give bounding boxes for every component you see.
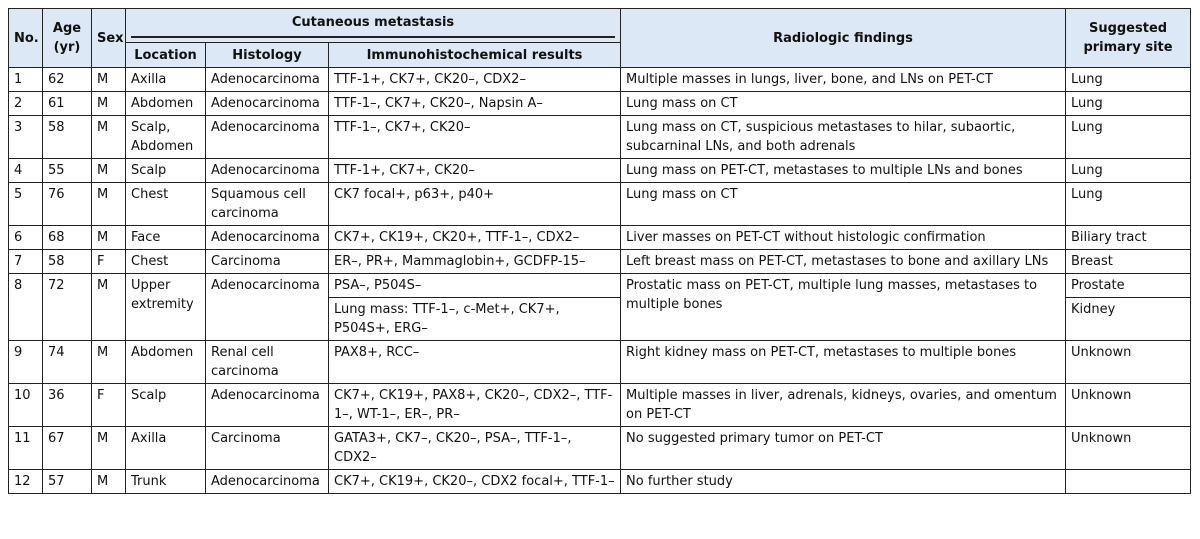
- table-row: [9, 341, 1191, 384]
- cell-primary: Unknown: [1066, 427, 1191, 470]
- cell-histology: Carcinoma: [206, 250, 329, 274]
- table-row: [9, 159, 1191, 183]
- cell-age: 36: [43, 384, 92, 427]
- cell-location: Scalp, Abdomen: [126, 116, 206, 159]
- cell-location: Face: [126, 226, 206, 250]
- cell-histology: Squamous cell carcinoma: [206, 183, 329, 226]
- table-row: [9, 68, 1191, 92]
- header-age: Age (yr): [43, 9, 92, 68]
- cell-histology: Adenocarcinoma: [206, 92, 329, 116]
- cell-ihc-sub: Lung mass: TTF-1–, c-Met+, CK7+, P504S+, ERG–: [329, 298, 621, 341]
- header-sex: Sex: [92, 9, 126, 68]
- cell-radiologic: Multiple masses in liver, adrenals, kidneys, ovaries, and omentum on PET-CT: [621, 384, 1066, 427]
- header-no: No.: [9, 9, 43, 68]
- cell-radiologic: Left breast mass on PET-CT, metastases to bone and axillary LNs: [621, 250, 1066, 274]
- cell-sex: M: [92, 159, 126, 183]
- header-primary: Suggested primary site: [1066, 9, 1191, 68]
- cell-location: Abdomen: [126, 341, 206, 384]
- cell-no: 8: [9, 274, 43, 341]
- cell-primary: Lung: [1066, 68, 1191, 92]
- cell-histology: Adenocarcinoma: [206, 274, 329, 341]
- cell-no: 7: [9, 250, 43, 274]
- cell-histology: Adenocarcinoma: [206, 159, 329, 183]
- cell-no: 10: [9, 384, 43, 427]
- cell-primary-sub: Kidney: [1066, 298, 1191, 341]
- cell-histology: Adenocarcinoma: [206, 470, 329, 494]
- table-row: [9, 183, 1191, 226]
- cell-primary: Biliary tract: [1066, 226, 1191, 250]
- cell-location: Chest: [126, 183, 206, 226]
- cell-ihc: TTF-1+, CK7+, CK20–, CDX2–: [329, 68, 621, 92]
- cell-no: 4: [9, 159, 43, 183]
- cell-histology: Adenocarcinoma: [206, 116, 329, 159]
- header-histology: Histology: [206, 43, 329, 68]
- cell-location: Axilla: [126, 427, 206, 470]
- cell-sex: M: [92, 116, 126, 159]
- cell-sex: M: [92, 92, 126, 116]
- cell-ihc: CK7+, CK19+, CK20+, TTF-1–, CDX2–: [329, 226, 621, 250]
- cell-age: 68: [43, 226, 92, 250]
- group-underline: [131, 36, 615, 38]
- cell-histology: Adenocarcinoma: [206, 226, 329, 250]
- cell-radiologic: Liver masses on PET-CT without histologic confirmation: [621, 226, 1066, 250]
- header-radiologic: Radiologic findings: [621, 9, 1066, 68]
- cell-location: Chest: [126, 250, 206, 274]
- cell-histology: Adenocarcinoma: [206, 68, 329, 92]
- cell-location: Upper extremity: [126, 274, 206, 341]
- cell-sex: M: [92, 427, 126, 470]
- cell-sex: M: [92, 226, 126, 250]
- cell-primary: Lung: [1066, 183, 1191, 226]
- cell-radiologic: Lung mass on CT, suspicious metastases to hilar, subaortic, subcarninal LNs, and both adrenals: [621, 116, 1066, 159]
- table-row: [9, 427, 1191, 470]
- cell-radiologic: Multiple masses in lungs, liver, bone, and LNs on PET-CT: [621, 68, 1066, 92]
- cell-sex: F: [92, 250, 126, 274]
- cell-radiologic: No further study: [621, 470, 1066, 494]
- cell-sex: F: [92, 384, 126, 427]
- cell-ihc: TTF-1–, CK7+, CK20–: [329, 116, 621, 159]
- cell-primary: Lung: [1066, 159, 1191, 183]
- cell-location: Trunk: [126, 470, 206, 494]
- cell-ihc: GATA3+, CK7–, CK20–, PSA–, TTF-1–, CDX2–: [329, 427, 621, 470]
- cell-ihc: PAX8+, RCC–: [329, 341, 621, 384]
- table-header: [9, 9, 1191, 68]
- table-row: [9, 274, 1191, 298]
- table-row: [9, 384, 1191, 427]
- cell-radiologic: Prostatic mass on PET-CT, multiple lung masses, metastases to multiple bones: [621, 274, 1066, 341]
- cell-sex: M: [92, 68, 126, 92]
- cell-age: 58: [43, 250, 92, 274]
- table-row: [9, 116, 1191, 159]
- cell-age: 67: [43, 427, 92, 470]
- cell-age: 72: [43, 274, 92, 341]
- cell-primary: [1066, 470, 1191, 494]
- cell-ihc: TTF-1–, CK7+, CK20–, Napsin A–: [329, 92, 621, 116]
- table-row: [9, 92, 1191, 116]
- cell-ihc: TTF-1+, CK7+, CK20–: [329, 159, 621, 183]
- cell-location: Axilla: [126, 68, 206, 92]
- cell-ihc: CK7+, CK19+, PAX8+, CK20–, CDX2–, TTF-1–, WT-1–, ER–, PR–: [329, 384, 621, 427]
- cell-sex: M: [92, 470, 126, 494]
- cell-primary: Unknown: [1066, 384, 1191, 427]
- cell-location: Abdomen: [126, 92, 206, 116]
- cell-location: Scalp: [126, 159, 206, 183]
- cell-no: 9: [9, 341, 43, 384]
- cell-age: 55: [43, 159, 92, 183]
- cell-no: 6: [9, 226, 43, 250]
- cell-ihc: ER–, PR+, Mammaglobin+, GCDFP-15–: [329, 250, 621, 274]
- cell-age: 74: [43, 341, 92, 384]
- cell-histology: Adenocarcinoma: [206, 384, 329, 427]
- header-cutaneous-group: [126, 9, 621, 43]
- cell-no: 1: [9, 68, 43, 92]
- cell-histology: Carcinoma: [206, 427, 329, 470]
- cell-primary: Breast: [1066, 250, 1191, 274]
- cell-radiologic: No suggested primary tumor on PET-CT: [621, 427, 1066, 470]
- cell-no: 12: [9, 470, 43, 494]
- cell-no: 5: [9, 183, 43, 226]
- cell-radiologic: Lung mass on CT: [621, 183, 1066, 226]
- table-row: [9, 250, 1191, 274]
- cell-radiologic: Lung mass on PET-CT, metastases to multiple LNs and bones: [621, 159, 1066, 183]
- cell-ihc: PSA–, P504S–: [329, 274, 621, 298]
- cell-no: 11: [9, 427, 43, 470]
- cell-age: 61: [43, 92, 92, 116]
- cell-age: 76: [43, 183, 92, 226]
- cell-primary: Lung: [1066, 92, 1191, 116]
- cell-radiologic: Lung mass on CT: [621, 92, 1066, 116]
- table-body: [9, 68, 1191, 494]
- cell-ihc: CK7+, CK19+, CK20–, CDX2 focal+, TTF-1–: [329, 470, 621, 494]
- cell-age: 57: [43, 470, 92, 494]
- cell-location: Scalp: [126, 384, 206, 427]
- cell-age: 62: [43, 68, 92, 92]
- cell-ihc: CK7 focal+, p63+, p40+: [329, 183, 621, 226]
- cell-primary: Prostate: [1066, 274, 1191, 298]
- table-row: [9, 226, 1191, 250]
- cell-no: 3: [9, 116, 43, 159]
- cell-no: 2: [9, 92, 43, 116]
- metastasis-table: [8, 8, 1191, 494]
- cell-primary: Lung: [1066, 116, 1191, 159]
- cell-sex: M: [92, 183, 126, 226]
- header-cutaneous: Cutaneous metastasis: [291, 15, 455, 30]
- cell-age: 58: [43, 116, 92, 159]
- cell-primary: Unknown: [1066, 341, 1191, 384]
- header-ihc: Immunohistochemical results: [329, 43, 621, 68]
- cell-radiologic: Right kidney mass on PET-CT, metastases to multiple bones: [621, 341, 1066, 384]
- cell-sex: M: [92, 274, 126, 341]
- table-row: [9, 470, 1191, 494]
- cell-histology: Renal cell carcinoma: [206, 341, 329, 384]
- cell-sex: M: [92, 341, 126, 384]
- header-location: Location: [126, 43, 206, 68]
